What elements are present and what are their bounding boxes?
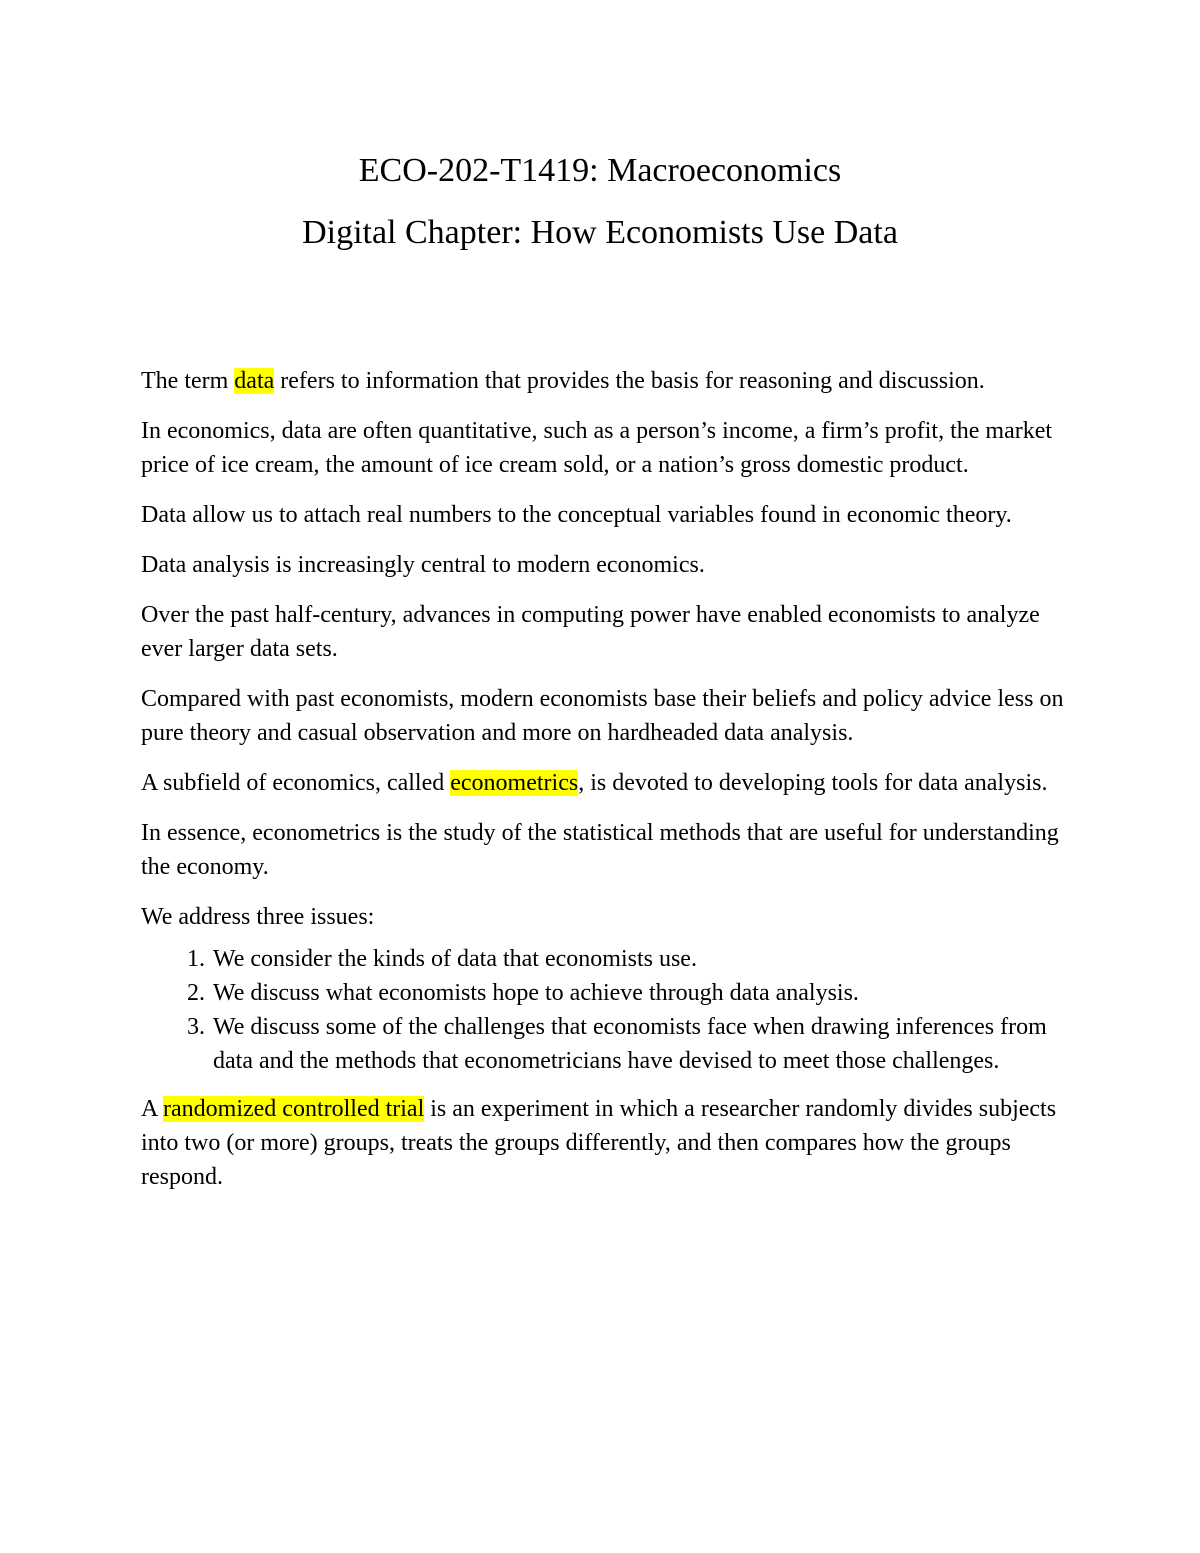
document-body <box>141 364 1071 1210</box>
highlighted-term-rct: randomized controlled trial <box>163 1096 425 1122</box>
paragraph-data-definition <box>141 364 1071 398</box>
paragraph-text: refers to information that provides the basis for reasoning and discussion. <box>274 368 985 394</box>
paragraph-rct-definition <box>141 1092 1071 1194</box>
paragraph-text: is an experiment in which a researcher randomly divides subjects into two (or more) groups, treats the groups differently, and then compares how the groups respond. <box>141 1096 1057 1190</box>
list-item: 3. We discuss some of the challenges that economists face when drawing inferences from data and the methods that econometricians have devised to meet those challenges. <box>211 1010 1071 1078</box>
paragraph-quantitative-data: In economics, data are often quantitative, such as a person’s income, a firm’s profit, the market price of ice cream, the amount of ice cream sold, or a nation’s gross domestic product. <box>141 418 1053 478</box>
issues-list <box>141 942 1071 1078</box>
paragraph-text: The term <box>141 368 235 394</box>
paragraph-text: A subfield of economics, called <box>141 770 451 796</box>
paragraph-data-analysis-central: Data analysis is increasingly central to modern economics. <box>141 552 705 578</box>
paragraph-modern-economists: Compared with past economists, modern economists base their beliefs and policy advice less on pure theory and casual observation and more on hardheaded data analysis. <box>141 686 1064 746</box>
highlighted-term-data: data <box>234 368 275 394</box>
paragraph-computing-power: Over the past half-century, advances in computing power have enabled economists to analyze ever larger data sets. <box>141 602 1040 662</box>
paragraph-three-issues: We address three issues: <box>141 904 375 930</box>
paragraph-text: , is devoted to developing tools for data analysis. <box>578 770 1048 796</box>
chapter-title: Digital Chapter: How Economists Use Data <box>302 214 898 251</box>
list-item: 1. We consider the kinds of data that economists use. <box>211 942 1071 976</box>
highlighted-term-econometrics: econometrics <box>450 770 579 796</box>
paragraph-real-numbers: Data allow us to attach real numbers to the conceptual variables found in economic theory. <box>141 502 1012 528</box>
course-title: ECO-202-T1419: Macroeconomics <box>358 152 842 189</box>
paragraph-text: A <box>141 1096 164 1122</box>
paragraph-econometrics-definition <box>141 766 1071 800</box>
list-item: 2. We discuss what economists hope to achieve through data analysis. <box>211 976 1071 1010</box>
title-block <box>0 140 1200 264</box>
paragraph-econometrics-essence: In essence, econometrics is the study of the statistical methods that are useful for understanding the economy. <box>141 820 1059 880</box>
